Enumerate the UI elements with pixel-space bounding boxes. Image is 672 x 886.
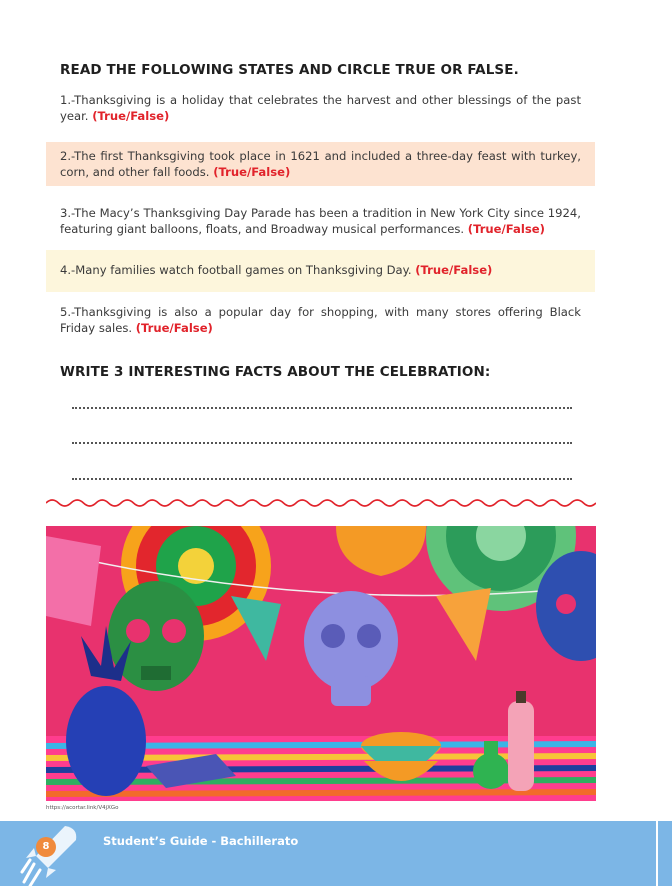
- true-false-option-5[interactable]: (True/False): [135, 321, 213, 335]
- photo-credit[interactable]: https://acortar.link/V4jXGo: [46, 805, 119, 811]
- pepper-grinder-icon: [508, 691, 534, 791]
- true-false-option-1[interactable]: (True/False): [92, 109, 170, 123]
- question-4: [46, 250, 595, 292]
- page-number-badge: 8: [36, 837, 56, 857]
- question-1: [46, 92, 595, 124]
- question-3-text: 3.-The Macy’s Thanksgiving Day Parade has been a tradition in New York City since 1924, featuring giant balloons, floats, and Broadway musical performances.: [60, 206, 581, 236]
- question-5-text: 5.-Thanksgiving is also a popular day for shopping, with many stores offering Black Friday sales.: [60, 305, 581, 335]
- guide-title: Student’s Guide - Bachillerato: [103, 834, 299, 848]
- footer-edge: [658, 821, 672, 886]
- section2-title: WRITE 3 INTERESTING FACTS ABOUT THE CELEBRATION:: [60, 364, 491, 380]
- answer-line-3[interactable]: [72, 478, 572, 480]
- footer-bar: [0, 821, 656, 886]
- question-2-text: 2.-The first Thanksgiving took place in 1621 and included a three-day feast with turkey, corn, and other fall foods.: [60, 149, 581, 179]
- question-2: [46, 142, 595, 186]
- answer-line-2[interactable]: [72, 442, 572, 444]
- true-false-option-2[interactable]: (True/False): [213, 165, 291, 179]
- section1-title: READ THE FOLLOWING STATES AND CIRCLE TRUE OR FALSE.: [60, 62, 519, 78]
- wavy-divider: [46, 496, 596, 510]
- celebration-photo: [46, 526, 596, 801]
- true-false-option-4[interactable]: (True/False): [415, 263, 493, 277]
- question-5: [46, 304, 595, 336]
- true-false-option-3[interactable]: (True/False): [467, 222, 545, 236]
- question-3: [46, 205, 595, 237]
- question-4-text: 4.-Many families watch football games on Thanksgiving Day.: [60, 263, 412, 277]
- question-1-text: 1.-Thanksgiving is a holiday that celebrates the harvest and other blessings of the past year.: [60, 93, 581, 123]
- answer-line-1[interactable]: [72, 407, 572, 409]
